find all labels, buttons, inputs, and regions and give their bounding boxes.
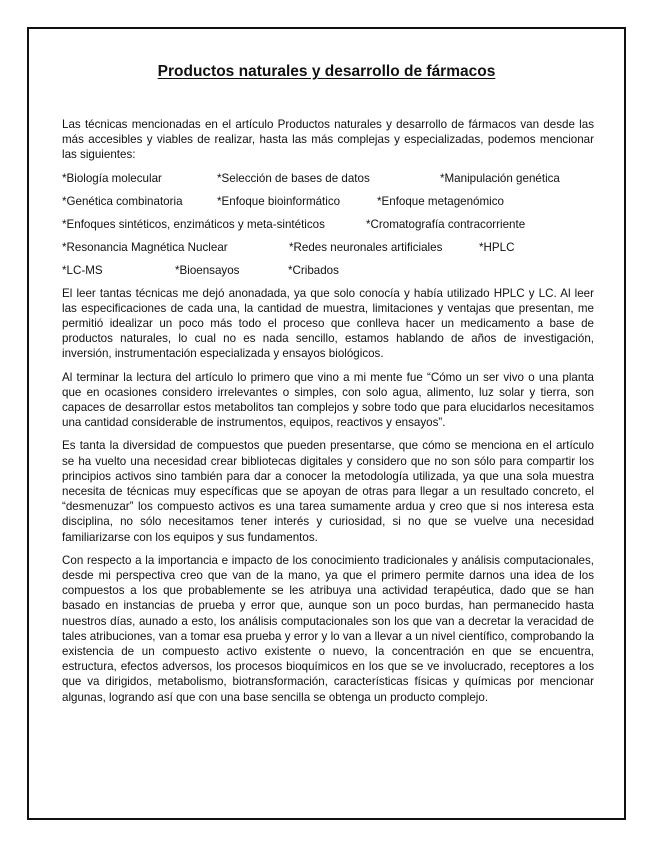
document-title: Productos naturales y desarrollo de fármacos	[157, 63, 496, 80]
technique-item: *Resonancia Magnética Nuclear	[62, 240, 228, 254]
intro-paragraph: Las técnicas mencionadas en el artículo Productos naturales y desarrollo de fármacos van desde las más accesibles y viables de realizar, hasta las más complejas y especializadas, podemos mencionar las siguientes:	[62, 118, 594, 162]
technique-item: *Enfoque metagenómico	[377, 194, 504, 208]
page-frame	[27, 27, 626, 820]
technique-item: *Manipulación genética	[440, 171, 560, 185]
technique-item: *LC-MS	[62, 263, 103, 277]
technique-row	[62, 240, 594, 255]
body-paragraph: El leer tantas técnicas me dejó anonadada, ya que solo conocía y había utilizado HPLC y LC. Al leer las especificaciones de cada una, la cantidad de muestra, limitaciones y ventajas que presentan, me permitió idealizar un poco más todo el proceso que conlleva hacer un medicamento a base de productos naturales, lo cual no es nada sencillo, estamos hablando de años de investigación, inversión, instrumentación especializada y ensayos biológicos.	[62, 286, 594, 361]
technique-item: *Redes neuronales artificiales	[289, 240, 443, 254]
technique-item: *Biología molecular	[62, 171, 162, 185]
technique-item: *Cromatografía contracorriente	[366, 217, 526, 231]
technique-row	[62, 217, 594, 232]
technique-item: *Selección de bases de datos	[217, 171, 370, 185]
technique-item: *Enfoque bioinformático	[217, 194, 341, 208]
technique-item: *Bioensayos	[175, 263, 240, 277]
technique-item: *HPLC	[479, 240, 515, 254]
body-paragraph: Con respecto a la importancia e impacto de los conocimiento tradicionales y análisis computacionales, desde mi perspectiva creo que van de la mano, ya que el primero permite darnos una idea de los compuestos a los que probablemente se les atribuya una actividad terapéutica, dado que se han basado en instancias de prueba y error que, aunque son un poco burdas, han permanecido hasta nuestros días, aunado a esto, los análisis computacionales son los que van a decretar la veracidad de tales atribuciones, van a tomar esa prueba y error y lo van a llevar a un nivel científico, comprobando la existencia de un compuesto activo existente o nuevo, la concentración en que se encuentra, estructura, efectos adversos, los procesos bioquímicos en los que se ve involucrado, receptores a los que va dirigidos, metabolismo, biotransformación, características físicas y químicas por mencionar algunas, logrando así que con una base sencilla se obtenga un producto complejo.	[62, 553, 594, 704]
technique-item: *Enfoques sintéticos, enzimáticos y meta-sintéticos	[62, 217, 325, 231]
technique-item: *Genética combinatoria	[62, 194, 183, 208]
body-paragraph: Al terminar la lectura del artículo lo primero que vino a mi mente fue “Cómo un ser vivo o una planta que en ocasiones considero irrelevantes o simples, con solo agua, alimento, luz solar y tierra, son capaces de desarrollar estos metabolitos tan complejos y sobre todo que para elucidarlos necesitamos una cantidad considerable de instrumentos, equipos, reactivos y ensayos”.	[62, 370, 594, 430]
technique-row	[62, 194, 594, 209]
technique-row	[62, 263, 594, 278]
document-body	[62, 117, 594, 713]
body-paragraph: Es tanta la diversidad de compuestos que pueden presentarse, que cómo se menciona en el artículo se ha vuelto una necesidad crear bibliotecas digitales y considero que no son sólo para compartir los principios activos sino también para dar a conocer la metodología utilizada, ya que una sola muestra necesita de técnicas muy específicas que se apoyan de otras para llegar a un resultado concreto, el “desmenuzar” los compuesto activos es una tarea sumamente ardua y creo que si nos interesa esta disciplina, no sólo necesitamos tener interés y curiosidad, si no que se vuelve una necesidad familiarizarse con los equipos y sus fundamentos.	[62, 439, 594, 544]
technique-item: *Cribados	[288, 263, 339, 277]
technique-row	[62, 171, 594, 186]
